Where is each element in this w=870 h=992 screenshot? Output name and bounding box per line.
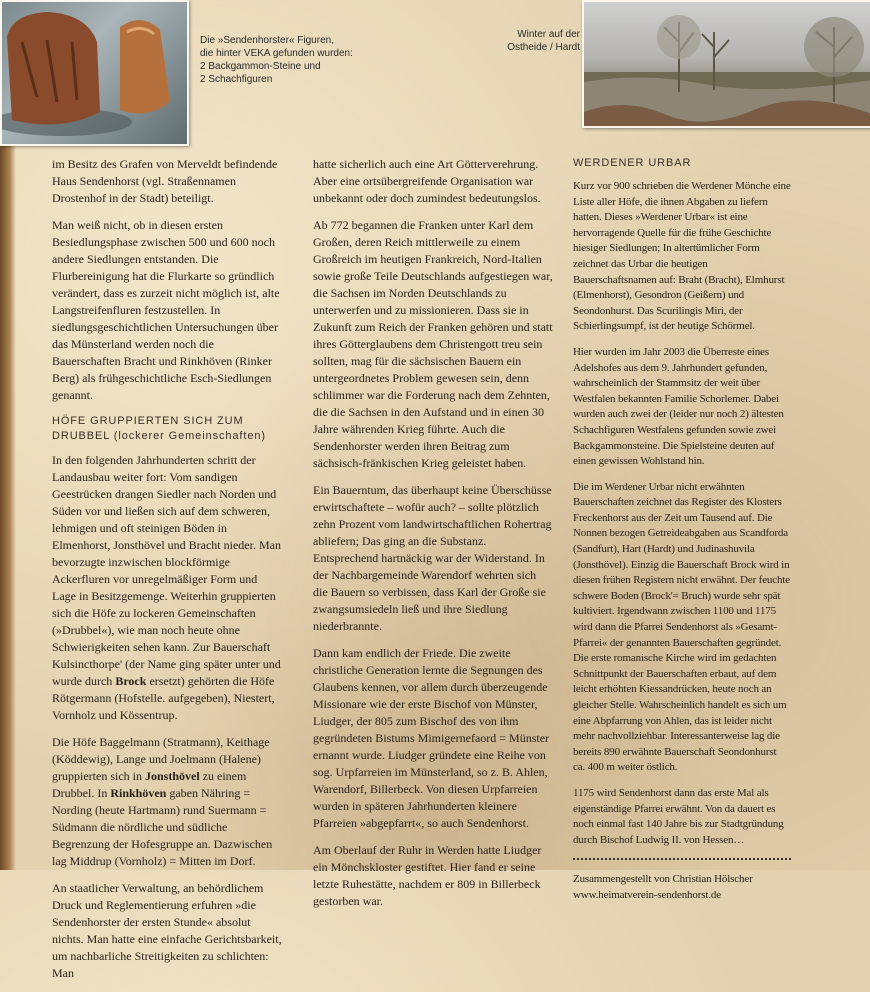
caption-line: Ostheide / Hardt [507, 42, 580, 53]
photo-game-pieces [0, 0, 189, 146]
paragraph: Die im Werdener Urbar nicht erwähnten Bauerschaften zeichnet das Register des Klosters Freckenhorst aus der Zeit um Tausend auf. Die Nonnen bezogen Getreideabgaben aus Scandforda (Sandfurt), Hart (Hardt) und Judinashuvila (Jonsthövel). Einzig die Bauerschaft Brock wird in diesen frühen Registern nicht erwähnt. Der feuchte schwere Boden (Brock'= Bruch) wurde sehr spät kultiviert. Irgendwann zwischen 1100 und 1175 wird dann die Pfarrei Sendenhorst als »Gesamt-Pfarrei« der genannten Bauerschaften gegründet. Die erste romanische Kirche wird im gedachten Schnittpunkt der Bauerschaften erbaut, auf dem leicht erhöhten Kiessandrücken, heute noch an gleicher Stelle. Wahrscheinlich handelt es sich um eine Abpfarrung von Ahlen, das ist leider nicht mehr nachvollziehbar. Interessanterweise lag die bereits 890 erwähnte Bauerschaft Seondonhurst ca. 400 m weiter östlich. [573, 480, 790, 774]
article-column-1 [52, 156, 282, 992]
text-run: Die Höfe Baggelmann (Stratmann), Keithage (Köddewig), Lange und Joelmann (Halene) gruppierten sich in [52, 735, 270, 783]
article-column-2 [313, 156, 553, 920]
article-column-3 [573, 156, 791, 904]
caption-winter [470, 28, 580, 54]
paragraph: An staatlicher Verwaltung, an behördlichem Druck und Reglementierung erfuhren »die Sendenhorster der ersten Stunde« absolut nichts. Man hatte eine einfache Gerichtsbarkeit, um nachbarliche Streitigkeiten zu schlichten: Man [52, 881, 282, 980]
paragraph: 1175 wird Sendenhorst dann das erste Mal als eigenständige Pfarrei erwähnt. Von da dauert es noch einmal fast 140 Jahre bis zur Stadtgründung durch Bischof Ludwig II. von Hessen… [573, 786, 784, 846]
bold-term: Brock [115, 674, 147, 688]
paragraph: Hier wurden im Jahr 2003 die Überreste eines Adelshofes aus dem 9. Jahrhundert gefunden, wahrscheinlich der Stammsitz der weit über Westfalen bekannten Familie Schorlemer. Dabei wurden auch zwei der (leider nur noch 2) ältesten Schachfiguren Westfalens gefunden sowie zwei Backgammonsteine. Die Spielsteine deuten auf einen gewissen Wohlstand hin. [573, 345, 784, 468]
game-pieces-image [2, 2, 187, 144]
text-run: In den folgenden Jahrhunderten schritt der Landausbau weiter fort: Vom sandigen Geestrücken drangen Siedler nach Norden und Süden vor und ließen sich auf dem schweren, lehmigen und oft steinigen Böden in Elmenhorst, Jonsthövel und Bracht nieder. Man bevorzugte inzwischen blockförmige Ackerfluren vor unregelmäßiger Form und Lage in Besitzgemenge. Weiterhin gruppierten sich die Höfe zu lockeren Gemeinschaften (»Drubbel«), wie man noch heute ohne Schwierigkeiten sehen kann. Zur Bauerschaft Kulsincthorpe' (der Name ging später unter und wurde durch [52, 453, 281, 688]
section-heading: WERDENER URBAR [573, 157, 692, 169]
caption-line: 2 Schachfiguren [200, 74, 273, 85]
caption-line: Winter auf der [517, 29, 580, 40]
caption-line: die hinter VEKA gefunden wurden: [200, 48, 353, 59]
text-run: gaben Nähring = Nording (heute Hartmann) rund Suermann = Südmann die nördliche und südliche Begrenzung der Hofesgruppe an. Dazwischen lag Middrup (Vornholz) = Mitten im Dorf. [52, 786, 273, 868]
paragraph [52, 734, 282, 870]
text-run: ersetzt) gehörten die Höfe Rötgermann (Hofstelle. aufgegeben), Niestert, Vornholz und Kössentrup. [52, 674, 275, 722]
paragraph: hatte sicherlich auch eine Art Götterverehrung. Aber eine ortsübergreifende Organisation war unbekannt oder doch zumindest bedeutungslos. [313, 157, 541, 205]
paragraph: Am Oberlauf der Ruhr in Werden hatte Liudger ein Mönchskloster gestiftet. Hier fand er seine letzte Ruhestätte, nachdem er 809 in Billerbeck gestorben war. [313, 843, 542, 908]
bold-term: Jonsthövel [144, 769, 200, 783]
dotted-divider [573, 858, 791, 860]
paragraph: Kurz vor 900 schrieben die Werdener Mönche eine Liste aller Höfe, die ihnen Abgaben zu liefern hatten. Dieses »Werdener Urbar« ist eine hervorragende Quelle für die frühe Geschichte hiesiger Siedlungen; In altertümlicher Form zeichnet das Urbar die heutigen Bauerschaftsnamen auf: Braht (Bracht), Elmhurst (Elmenhorst), Gesondron (Geißern) und Seondonhurst. Das Scurilingis Miri, der Schierlingsumpf, ist der heutige Schörmel. [573, 180, 791, 333]
section-heading: HÖFE GRUPPIERTEN SICH ZUM DRUBBEL (lockerer Gemeinschaften) [52, 415, 266, 442]
paragraph: Ein Bauerntum, das überhaupt keine Überschüsse erwirtschaftete – wofür auch? – sollte plötzlich zehn Prozent vom landwirtschaftlichen Rohertrag abliefern; Das ging an die Substanz. Entsprechend hartnäckig war der Widerstand. In der Nachbargemeinde Warendorf wehrten sich die Bauern so verbissen, dass Karl der Große sie zwangsumsiedeln ließ und ihre Siedlung niederbrannte. [313, 483, 552, 633]
winter-landscape-image [584, 2, 870, 126]
caption-line: 2 Backgammon-Steine und [200, 61, 321, 72]
caption-line: Die »Sendenhorster« Figuren, [200, 35, 334, 46]
photo-winter-landscape [582, 0, 870, 128]
text-run: zu einem Drubbel. In [52, 769, 247, 800]
paragraph [52, 452, 282, 724]
author-credit: Zusammengestellt von Christian Hölscher [573, 873, 753, 886]
website-link[interactable]: www.heimatverein-sendenhorst.de [573, 888, 721, 901]
paragraph: im Besitz des Grafen von Merveldt befindende Haus Sendenhorst (vgl. Straßennamen Drostenhof in der Stadt) beteiligt. [52, 157, 278, 205]
caption-game-pieces [200, 34, 400, 86]
bold-term: Rinkhöven [110, 786, 167, 800]
paragraph: Man weiß nicht, ob in diesen ersten Besiedlungsphase zwischen 500 und 600 noch andere Siedlungen entstanden. Die Flurbereinigung hat die Flurkarte so gründlich verändert, dass es zurzeit nicht möglich ist, alte Langstreifenfluren festzustellen. In siedlungsgeschichtlichen Untersuchungen über das Münsterland werden noch die Bauerschaften Bracht und Rinkhöven (Rinker Berg) als frühgeschichtliche Esch-Siedlungen genannt. [52, 218, 280, 402]
paragraph: Dann kam endlich der Friede. Die zweite christliche Generation lernte die Segnungen des Glaubens kennen, vor allem durch überzeugende Missionare wie der erste Bischof von Münster, Liudger, der 805 zum Bischof des von ihm gegründeten Bistums Mimigernefaord = Münster ernannt wurde. Liudger gründete eine Reihe von sog. Urpfarreien im Münsterland, so z. B. Ahlen, Warendorf, Billerbeck. Von diesen Urpfarreien wurden in späteren Jahrhunderten kleinere Pfarreien »abgepfarrt«, so auch Sendenhorst. [313, 646, 550, 830]
paragraph: Ab 772 begannen die Franken unter Karl dem Großen, deren Reich mittlerweile zu einem Großreich im heutigen Frankreich, Nord-Italien sowie große Teile Deutschlands aufgestiegen war, die Sachsen im Norden Deutschlands zu unterwerfen und zu missionieren. Dass sie in Zukunft zum Reich der Franken gehören und statt ihres Götterglaubens dem Christengott treu sein sollten, mag für die sächsischen Bauern ein untergeordnetes Problem gewesen sein, denn schlimmer war die Forderung nach dem Zehnten, die die Sachsen in den Aufstand und in einen 30 Jahre währenden Krieg führte. Auch die Sendenhorster werden ihren Beitrag zum sächsisch-fränkischen Krieg geleistet haben. [313, 218, 553, 470]
